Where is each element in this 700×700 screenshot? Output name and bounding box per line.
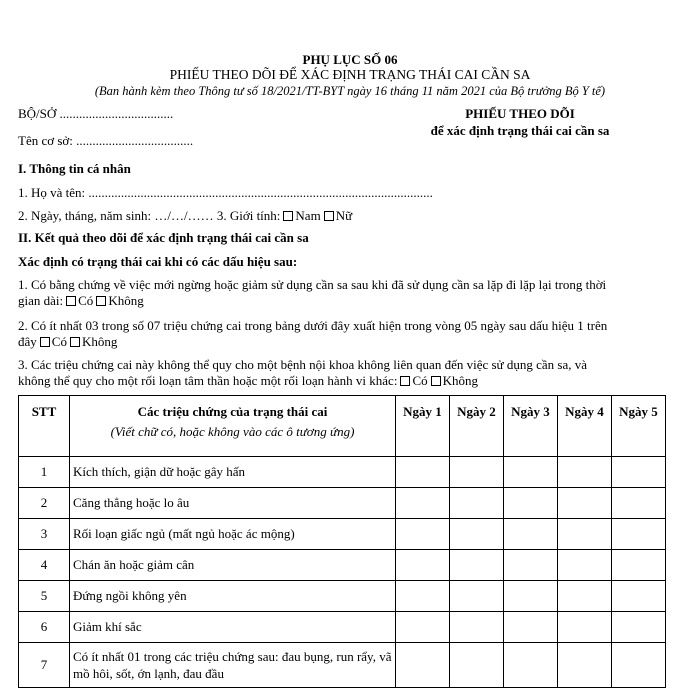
criterion-2-label: đây [18,334,37,349]
table-row [19,612,666,643]
section2-subheading: Xác định có trạng thái cai khi có các dấu hiệu sau: [18,254,298,269]
day-2-cell[interactable] [450,519,504,550]
table-row [19,643,666,688]
header-day-3: Ngày 3 [504,396,558,457]
day-1-cell[interactable] [396,643,450,688]
header-day-1: Ngày 1 [396,396,450,457]
day-5-cell[interactable] [612,643,666,688]
day-1-cell[interactable] [396,581,450,612]
name-field: 1. Họ và tên: .......................................................................................................... [18,185,433,200]
day-1-cell[interactable] [396,488,450,519]
row-symptom: Giảm khí sắc [70,612,396,643]
form-label: PHIẾU THEO DÕI [465,106,575,121]
criterion-1-no-label: Không [108,293,144,308]
criterion-2-no-label: Không [81,334,118,349]
table-header-row [19,396,666,457]
facility-line: Tên cơ sở: .................................... [18,133,194,148]
table-row [19,519,666,550]
day-5-cell[interactable] [612,519,666,550]
day-1-cell[interactable] [396,457,450,488]
table-row [19,550,666,581]
table-row [19,581,666,612]
criterion-3-yes-label: Có [412,373,428,388]
header-symptom-note: (Viết chữ có, hoặc không vào các ô tương ứng) [110,424,355,439]
criterion-1-no-checkbox[interactable] [96,296,106,306]
table-row [19,457,666,488]
row-stt: 6 [19,612,70,643]
header-symptom-title: Các triệu chứng của trạng thái cai [137,404,328,419]
header-stt: STT [19,396,70,457]
day-1-cell[interactable] [396,519,450,550]
section2-heading: II. Kết quả theo dõi để xác định trạng thái cai cần sa [18,230,309,245]
row-symptom: Chán ăn hoặc giảm cân [70,550,396,581]
document-subtitle: (Ban hành kèm theo Thông tư số 18/2021/TT-BYT ngày 16 tháng 11 năm 2021 của Bộ trưởng Bộ Y tế) [94,84,606,98]
table-row [19,488,666,519]
day-3-cell[interactable] [504,581,558,612]
header-symptom [70,396,396,457]
row-stt: 2 [19,488,70,519]
day-1-cell[interactable] [396,612,450,643]
row-symptom: Đứng ngồi không yên [70,581,396,612]
day-2-cell[interactable] [450,581,504,612]
day-4-cell[interactable] [558,457,612,488]
day-5-cell[interactable] [612,488,666,519]
day-2-cell[interactable] [450,457,504,488]
day-5-cell[interactable] [612,457,666,488]
dob-label: 2. Ngày, tháng, năm sinh: …/…/…… 3. Giới tính: [18,208,281,223]
day-2-cell[interactable] [450,488,504,519]
day-3-cell[interactable] [504,519,558,550]
day-4-cell[interactable] [558,519,612,550]
criterion-3-yes-checkbox[interactable] [400,376,410,386]
section1-heading: I. Thông tin cá nhân [18,161,131,176]
row-stt: 3 [19,519,70,550]
row-stt: 4 [19,550,70,581]
row-stt: 5 [19,581,70,612]
appendix-title: PHỤ LỤC SỐ 06 [302,52,398,67]
criterion-2-yes-label: Có [51,334,67,349]
criterion-2-yes-checkbox[interactable] [40,337,50,347]
symptom-table [18,395,666,688]
criterion-3-line1: 3. Các triệu chứng cai này không thể quy cho một bệnh nội khoa không liên quan đến việc sử dụng cần sa, và [18,357,587,372]
day-3-cell[interactable] [504,643,558,688]
criterion-1-line1: 1. Có bằng chứng về việc mới ngừng hoặc giảm sử dụng cần sa sau khi đã sử dụng cần sa lặp đi lặp lại trong thời [18,277,607,292]
criterion-2-no-checkbox[interactable] [70,337,80,347]
criterion-1-label: gian dài: [18,293,64,308]
criterion-2-line1: 2. Có ít nhất 03 trong số 07 triệu chứng cai trong bảng dưới đây xuất hiện trong vòng 05 ngày sau dấu hiệu 1 trên [18,318,608,333]
day-4-cell[interactable] [558,488,612,519]
day-3-cell[interactable] [504,612,558,643]
dob-gender-line [18,208,352,224]
male-label: Nam [295,208,321,223]
day-3-cell[interactable] [504,550,558,581]
day-4-cell[interactable] [558,550,612,581]
row-symptom: Kích thích, giận dữ hoặc gây hấn [70,457,396,488]
criterion-1-line2 [18,293,144,309]
day-4-cell[interactable] [558,643,612,688]
female-label: Nữ [335,208,353,223]
criterion-3-no-label: Không [442,373,479,388]
header-day-2: Ngày 2 [450,396,504,457]
row-symptom: Có ít nhất 01 trong các triệu chứng sau: đau bụng, run rẩy, vã mồ hôi, sốt, ớn lạnh, đau đầu [70,643,396,688]
day-4-cell[interactable] [558,612,612,643]
document-title: PHIẾU THEO DÕI ĐỂ XÁC ĐỊNH TRẠNG THÁI CAI CẦN SA [169,67,531,82]
day-2-cell[interactable] [450,612,504,643]
criterion-2-line2 [18,334,117,350]
day-1-cell[interactable] [396,550,450,581]
day-3-cell[interactable] [504,488,558,519]
day-3-cell[interactable] [504,457,558,488]
day-5-cell[interactable] [612,550,666,581]
criterion-3-label: không thể quy cho một rối loạn tâm thần hoặc một rối loạn hành vi khác: [18,373,398,388]
female-checkbox[interactable] [324,211,334,221]
day-2-cell[interactable] [450,550,504,581]
ministry-line: BỘ/SỞ ................................... [18,106,174,121]
header-day-4: Ngày 4 [558,396,612,457]
day-2-cell[interactable] [450,643,504,688]
row-symptom: Rối loạn giấc ngủ (mất ngủ hoặc ác mộng) [70,519,396,550]
criterion-3-line2 [18,373,478,389]
day-5-cell[interactable] [612,612,666,643]
day-5-cell[interactable] [612,581,666,612]
criterion-1-yes-checkbox[interactable] [66,296,76,306]
header-day-5: Ngày 5 [612,396,666,457]
criterion-1-yes-label: Có [78,293,94,308]
row-stt: 7 [19,643,70,688]
row-symptom: Căng thẳng hoặc lo âu [70,488,396,519]
day-4-cell[interactable] [558,581,612,612]
form-sublabel: để xác định trạng thái cai cần sa [430,123,610,138]
male-checkbox[interactable] [283,211,293,221]
row-stt: 1 [19,457,70,488]
criterion-3-no-checkbox[interactable] [431,376,441,386]
